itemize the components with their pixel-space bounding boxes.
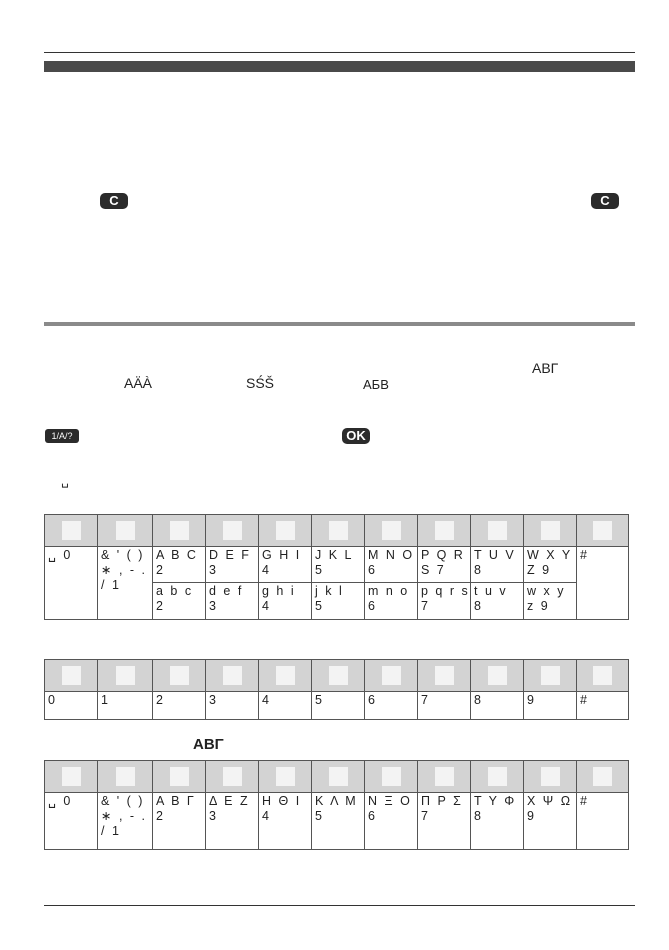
header-rule — [44, 52, 635, 53]
dial-key-icon — [223, 666, 242, 685]
char-cell — [471, 793, 524, 850]
key-cell — [365, 515, 418, 547]
char-line: z 9 — [527, 599, 550, 613]
char-line: Π Ρ Σ — [421, 794, 463, 808]
ok-key-icon: OK — [342, 428, 370, 444]
char-line: Α Β Γ — [156, 794, 196, 808]
char-cell — [471, 583, 524, 620]
char-line: P Q R — [421, 548, 465, 562]
standard-character-table — [44, 514, 629, 620]
char-cell — [312, 547, 365, 583]
key-cell — [365, 660, 418, 692]
char-line: W X Y — [527, 548, 573, 562]
key-cell — [577, 660, 629, 692]
key-header-row — [45, 660, 629, 692]
char-line: 7 — [421, 599, 430, 613]
char-line: m n o — [368, 584, 410, 598]
char-line: Κ Λ Μ — [315, 794, 358, 808]
greek-character-table — [44, 760, 629, 850]
char-line: 5 — [315, 809, 324, 823]
char-cell — [524, 793, 577, 850]
char-cell — [577, 547, 629, 620]
char-cell — [206, 547, 259, 583]
char-cell — [418, 583, 471, 620]
char-line: a b c — [156, 584, 194, 598]
dial-key-icon — [435, 666, 454, 685]
dial-key-icon — [116, 521, 135, 540]
dial-key-icon — [116, 666, 135, 685]
key-cell — [418, 660, 471, 692]
key-cell — [45, 761, 98, 793]
uppercase-row — [45, 547, 629, 583]
char-cell — [153, 793, 206, 850]
char-cell: 4 — [259, 692, 312, 720]
key-header-row — [45, 761, 629, 793]
char-cell — [45, 547, 98, 620]
char-cell: 1 — [98, 692, 153, 720]
dial-key-icon — [382, 666, 401, 685]
char-line: A B C — [156, 548, 198, 562]
section-divider — [44, 322, 635, 326]
dial-key-icon — [276, 666, 295, 685]
char-cell — [418, 547, 471, 583]
key-cell — [259, 761, 312, 793]
key-cell — [259, 660, 312, 692]
char-line: 6 — [368, 809, 377, 823]
char-line: / 1 — [101, 824, 121, 838]
numeric-character-table — [44, 659, 629, 720]
dial-key-icon — [276, 767, 295, 786]
key-cell — [577, 515, 629, 547]
greek-table-label: ΑΒΓ — [193, 736, 224, 753]
char-cell — [418, 793, 471, 850]
dial-key-icon — [62, 521, 81, 540]
key-cell — [524, 761, 577, 793]
char-line: D E F — [209, 548, 251, 562]
char-cell — [98, 793, 153, 850]
char-line: ␣ 0 — [48, 794, 73, 808]
key-cell — [577, 761, 629, 793]
char-line: # — [580, 548, 589, 562]
dial-key-icon — [116, 767, 135, 786]
char-line: J K L — [315, 548, 354, 562]
char-line: 8 — [474, 809, 483, 823]
dial-key-icon — [488, 521, 507, 540]
char-cell: 9 — [524, 692, 577, 720]
mode-extended1-label: AÄÀ — [124, 375, 153, 391]
char-cell: 8 — [471, 692, 524, 720]
char-cell: 0 — [45, 692, 98, 720]
dial-key-icon — [170, 767, 189, 786]
char-cell — [365, 793, 418, 850]
dial-key-icon — [223, 521, 242, 540]
char-line: 4 — [262, 563, 271, 577]
key-cell — [98, 761, 153, 793]
char-cell — [524, 547, 577, 583]
char-cell — [471, 547, 524, 583]
numeric-row — [45, 692, 629, 720]
key-cell — [312, 761, 365, 793]
key-header-row — [45, 515, 629, 547]
char-cell — [577, 793, 629, 850]
dial-key-icon — [435, 767, 454, 786]
dial-key-icon — [329, 767, 348, 786]
char-line: # — [580, 794, 589, 808]
dial-key-icon — [170, 521, 189, 540]
char-line: 9 — [527, 809, 536, 823]
dial-key-icon — [276, 521, 295, 540]
char-cell — [259, 547, 312, 583]
key-cell — [98, 660, 153, 692]
dial-key-icon — [223, 767, 242, 786]
dial-key-icon — [488, 767, 507, 786]
char-line: 2 — [156, 563, 165, 577]
dial-key-icon — [329, 666, 348, 685]
char-line: 5 — [315, 599, 324, 613]
key-cell — [471, 515, 524, 547]
space-symbol: ␣ — [61, 474, 69, 488]
char-line: 2 — [156, 599, 165, 613]
char-cell: 2 — [153, 692, 206, 720]
char-line: M N O — [368, 548, 415, 562]
char-cell: 6 — [365, 692, 418, 720]
char-line: 3 — [209, 809, 218, 823]
char-line: g h i — [262, 584, 296, 598]
char-line: T U V — [474, 548, 516, 562]
char-line: Ν Ξ Ο — [368, 794, 412, 808]
dial-key-icon — [488, 666, 507, 685]
char-line: w x y — [527, 584, 566, 598]
char-line: 6 — [368, 563, 377, 577]
char-line: Τ Υ Φ — [474, 794, 517, 808]
char-line: 4 — [262, 599, 271, 613]
key-cell — [418, 515, 471, 547]
key-cell — [98, 515, 153, 547]
key-cell — [471, 660, 524, 692]
char-cell — [45, 793, 98, 850]
key-cell — [45, 515, 98, 547]
section-title-band — [44, 61, 635, 72]
char-line: & ' ( ) — [101, 548, 145, 562]
dial-key-icon — [382, 767, 401, 786]
key-cell — [259, 515, 312, 547]
char-cell — [312, 583, 365, 620]
dial-key-icon — [541, 666, 560, 685]
key-cell — [153, 515, 206, 547]
char-cell — [365, 583, 418, 620]
char-cell — [98, 547, 153, 620]
dial-key-icon — [329, 521, 348, 540]
dial-key-icon — [541, 521, 560, 540]
key-cell — [471, 761, 524, 793]
char-line: 8 — [474, 599, 483, 613]
char-line: t u v — [474, 584, 508, 598]
key-cell — [312, 660, 365, 692]
mode-key-icon: 1/A/? — [45, 429, 79, 443]
char-line: Η Θ Ι — [262, 794, 302, 808]
dial-key-icon — [382, 521, 401, 540]
char-line: 4 — [262, 809, 271, 823]
char-line: ␣ 0 — [48, 548, 73, 562]
char-line: / 1 — [101, 578, 121, 592]
dial-key-icon — [62, 666, 81, 685]
char-line: S 7 — [421, 563, 446, 577]
key-cell — [312, 515, 365, 547]
dial-key-icon — [62, 767, 81, 786]
char-cell — [153, 547, 206, 583]
key-cell — [206, 761, 259, 793]
char-line: 8 — [474, 563, 483, 577]
key-cell — [365, 761, 418, 793]
char-line: 3 — [209, 599, 218, 613]
char-line: 2 — [156, 809, 165, 823]
char-cell: 5 — [312, 692, 365, 720]
char-line: & ' ( ) — [101, 794, 145, 808]
char-cell — [206, 583, 259, 620]
key-cell — [206, 515, 259, 547]
char-line: Z 9 — [527, 563, 552, 577]
char-line: d e f — [209, 584, 244, 598]
char-line: 5 — [315, 563, 324, 577]
char-cell: 3 — [206, 692, 259, 720]
dial-key-icon — [593, 521, 612, 540]
char-line: ∗ , - . — [101, 809, 148, 823]
char-cell — [259, 793, 312, 850]
key-cell — [45, 660, 98, 692]
key-cell — [524, 515, 577, 547]
dial-key-icon — [170, 666, 189, 685]
char-line: p q r s — [421, 584, 470, 598]
char-cell — [153, 583, 206, 620]
clear-key-icon-right: C — [591, 193, 619, 209]
char-cell — [206, 793, 259, 850]
dial-key-icon — [541, 767, 560, 786]
greek-row — [45, 793, 629, 850]
dial-key-icon — [593, 666, 612, 685]
char-cell — [365, 547, 418, 583]
char-cell: # — [577, 692, 629, 720]
key-cell — [206, 660, 259, 692]
key-cell — [418, 761, 471, 793]
key-cell — [153, 761, 206, 793]
mode-cyrillic-label: АБВ — [363, 377, 389, 392]
char-line: j k l — [315, 584, 344, 598]
char-line: 3 — [209, 563, 218, 577]
char-cell — [524, 583, 577, 620]
dial-key-icon — [435, 521, 454, 540]
char-line: 6 — [368, 599, 377, 613]
char-line: 7 — [421, 809, 430, 823]
footer-rule — [44, 905, 635, 906]
mode-greek-label: ΑΒΓ — [532, 360, 559, 376]
char-cell — [259, 583, 312, 620]
char-line: Χ Ψ Ω — [527, 794, 573, 808]
dial-key-icon — [593, 767, 612, 786]
key-cell — [524, 660, 577, 692]
char-line: G H I — [262, 548, 302, 562]
key-cell — [153, 660, 206, 692]
char-cell: 7 — [418, 692, 471, 720]
clear-key-icon: C — [100, 193, 128, 209]
char-line: Δ Ε Ζ — [209, 794, 250, 808]
mode-extended2-label: SŚŠ — [246, 375, 275, 391]
char-cell — [312, 793, 365, 850]
char-line: ∗ , - . — [101, 563, 148, 577]
